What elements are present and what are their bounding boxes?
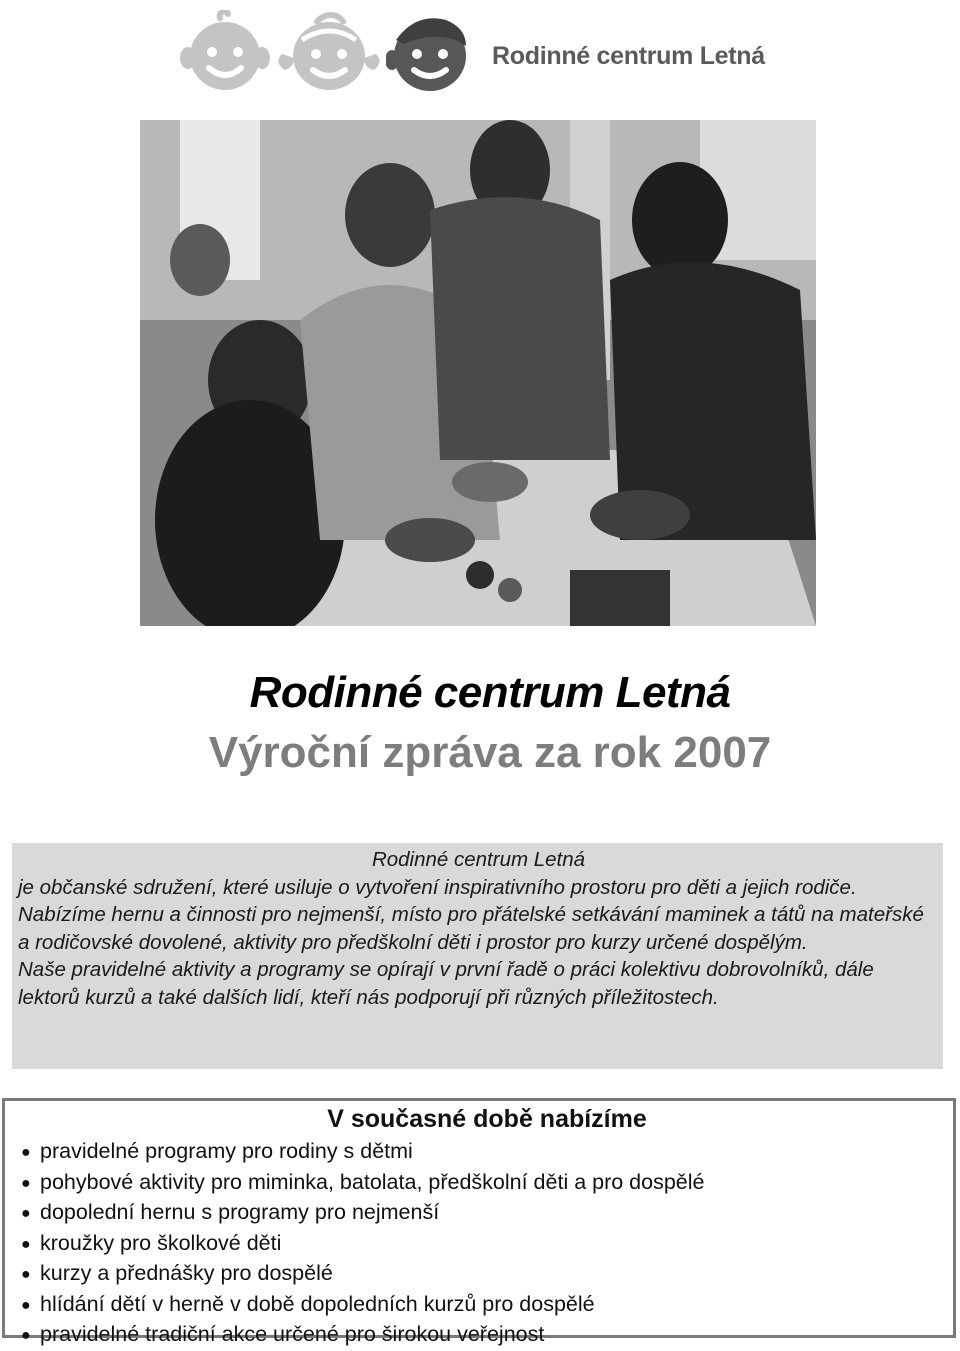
bullet-icon: ● [21, 1174, 31, 1192]
child-face-icon [180, 10, 270, 94]
list-item: ● kurzy a přednášky pro dospělé [21, 1259, 953, 1290]
group-activity-photo [140, 120, 816, 626]
list-item: ● kroužky pro školkové děti [21, 1229, 953, 1260]
bullet-icon: ● [21, 1266, 31, 1283]
list-item: ● pohybové aktivity pro miminka, batolata, předškolní děti a pro dospělé [21, 1168, 953, 1199]
list-item: ● pravidelné tradiční akce určené pro širokou veřejnost [21, 1320, 953, 1351]
bullet-icon: ● [21, 1296, 31, 1314]
bullet-icon: ● [21, 1327, 31, 1344]
report-title: Rodinné centrum Letná [249, 668, 731, 717]
list-item: ● hlídání dětí v herně v době dopoledních kurzů pro dospělé [21, 1290, 953, 1321]
header-logo [180, 4, 780, 96]
intro-box [12, 843, 943, 1069]
bullet-icon: ● [21, 1144, 31, 1161]
bullet-icon: ● [21, 1205, 31, 1222]
list-item: ● dopolední hernu s programy pro nejmenší [21, 1198, 953, 1229]
girl-face-icon [274, 10, 384, 94]
intro-paragraph-2: Naše pravidelné aktivity a programy se opírají v první řadě o práci kolektivu dobrovolníků, dále lektorů kurzů a také dalších lidí, kteří nás podporují při různých příležitostech. [18, 958, 874, 1009]
list-item: ● pravidelné programy pro rodiny s dětmi [21, 1137, 953, 1168]
adult-face-icon [386, 10, 474, 94]
offer-list [21, 1137, 953, 1351]
intro-heading: Rodinné centrum Letná [371, 848, 586, 871]
bullet-icon: ● [21, 1235, 31, 1253]
report-subtitle: Výroční zpráva za rok 2007 [208, 728, 772, 777]
offer-title: V současné době nabízíme [327, 1105, 647, 1133]
offer-box [2, 1098, 956, 1346]
intro-paragraph-1: je občanské sdružení, které usiluje o vytvoření inspirativního prostoru pro děti a jejich rodiče. Nabízíme hernu a činnosti pro nejmenší, místo pro přátelské setkávání maminek a tátů na mateřské a rodičovské dovolené, aktivity pro předškolní děti i prostor pro kurzy určené dospělým. [18, 875, 924, 954]
logo-text: Rodinné centrum Letná [492, 42, 765, 70]
